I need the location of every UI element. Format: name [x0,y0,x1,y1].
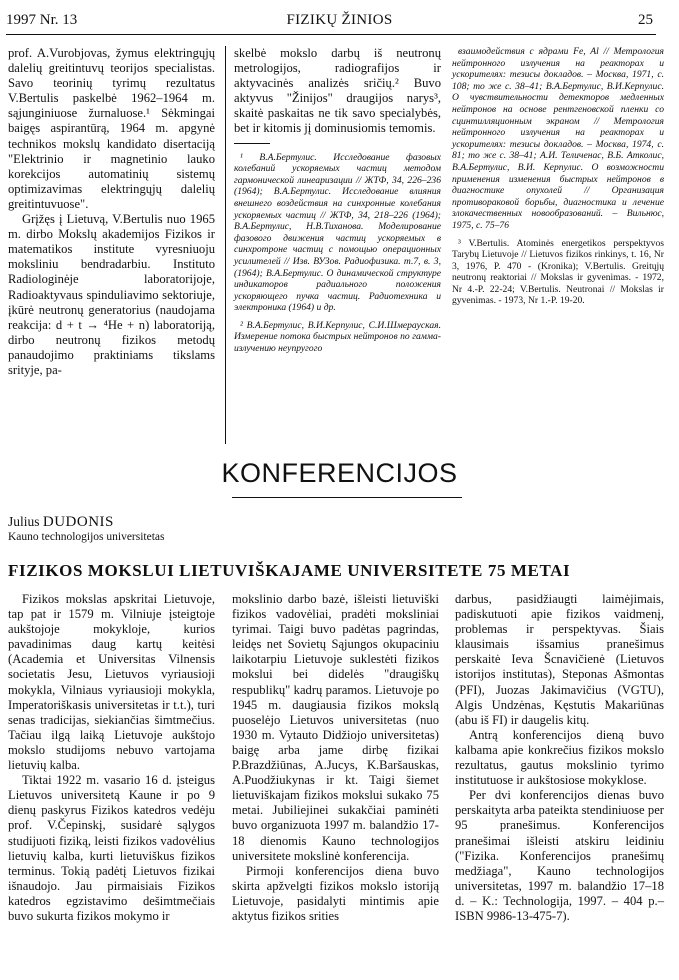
paragraph: darbus, pasidžiaugti laimėjimais, padiskutuoti apie fizikos vaidmenį, problemas ir perspektyvas. Šiais klausimais išsamius pranešimus perskaitė Ieva Šcnavičienė (Lietuvos istorijos institutas), Steponas Ašmontas (PFI), Juozas Jakimavičius (VGTU), Algis Undzėnas, Kęstutis Makariūnas (abu iš FI) ir daugelis kitų. [455,592,664,727]
footnote-2: ² В.А.Бертулис, В.И.Керпулис, С.И.Шмерауская. Измерение потока быстрых нейтронов по гамма-излучению неупругого [234,319,441,355]
author-affiliation: Kauno technologijos universitetas [8,531,165,543]
top-column-1 [8,46,215,378]
footnote-1: ¹ В.А.Бертулис. Исследование фазовых колебаний ускоряемых частиц методом гармонической линеаризации // ЖТФ, 34, 226–236 (1964); В.А.Бертулис. Исследование влияния внешнего воздействия на синхронные колебания ускоряемых частиц // ЖТФ, 34, 218–226 (1964); В.А.Бертулис, Н.В.Тиханова. Моделирование фазового движения частиц ускоряемых в синхротроне частиц с помощью операционных усилителей // Изв. ВУЗов. Радиофизика. т.7, в. 3, (1964); В.А.Бертулис. О динамической структуре индикаторов радиального положения ускоряющего пучка частиц. Радиотехника и электроника (1964) и др. [234,151,441,314]
author-family-name: DUDONIS [42,514,114,530]
paragraph: Antrą konferencijos dieną buvo kalbama apie konkrečius fizikos mokslo rezultatus, gautus mokslinio tyrimo institutuose ir aukštosiose mokyklose. [455,727,664,788]
footnote-3: ³ V.Bertulis. Atominės energetikos perspektyvos Tarybų Lietuvoje // Lietuvos fizikos rinkinys, t. 16, Nr 3, 1976, P. 470 - (Kronika); V.Bertulis. Greitųjų neutronų reaktoriai // Mokslas ir gyvenimas. - 1972, Nr 4.-P. 22-24; V.Bertulis. Neutronai // Mokslas ir gyvenimas. - 1973, Nr 1.-P. 19-20. [452,237,664,307]
section-heading-rule [232,497,462,498]
article-column-1 [8,592,215,924]
top-column-3 [452,46,664,313]
issue-number: 1997 Nr. 13 [6,12,78,28]
paragraph: prof. A.Vurobjovas, žymus elektringųjų dalelių greitintuvų teorijos specialistas. Savo teorinių tyrimų rezultatus V.Bertulis paskelbė 1962–1964 m. sąjunginiuose žurnaluose.¹ Sėkmingai baigęs aspirantūrą, 1964 m. apgynė technikos mokslų kandidato disertaciją "Elektrinio ir magnetinio lauko korekcijos automatinių sistemų optimizavimas elektringųjų dalelių greitintuvuose". [8,46,215,211]
author-given-name: Julius [8,514,40,529]
column-divider [225,46,226,444]
footnote-2-continued: взаимодействия с ядрами Fe, Al // Метрология нейтронного излучения на реакторах и ускорителях: тезисы докладов. – Москва, 1971, с. 108; то же с. 38–41; В.А.Бертулис, В.И.Керпулис. О чувствительности детекторов медленных нейтронов на основе рентгеновской пленки со сцинтилляционным экраном // Метрология нейтронного излучения на реакторах и ускорителях: тезисы докладов. – Москва, 1974, с. 81; то же с. 38–41; А.И. Теличенас, В.Б. Атколис, В.А.Бертулис, В.И. Керпулис. О возможности применения изменения быстрых нейтронов в диагностике опухолей // Организация противораковой борьбы, диагностика и лечение злокачественных новообразований. – Вильнюс, 1975, с. 75–76 [452,46,664,231]
section-heading: KONFERENCIJOS [221,458,458,488]
article-column-2 [232,592,439,924]
running-header [0,10,679,32]
paragraph: Tiktai 1922 m. vasario 16 d. įsteigus Lietuvos universitetą Kaune ir po 9 dienų paskyrus Fizikos katedros vedėju prof. V.Čepinskį, susidarė sąlygos studijuoti fiziką, leisti fizikos vadovėlius lietuvių kalba, kurti lietuviškus fizikos terminus. Tokią padėtį Lietuvos fizikai išnaudojo. Jau pirmaisiais Fizikos katedros egzistavimo dešimtmečiais buvo sukurta fizikos mokymo ir [8,773,215,923]
paragraph: Grįžęs į Lietuvą, V.Bertulis nuo 1965 m. dirbo Mokslų akademijos Fizikos ir matematikos institute vyresniuoju moksliniu bendradarbiu. Instituto Radiologinėje laboratorijoje, Radioaktyvaus spinduliavimo sektoriuje, įkūrė neutronų generatorius (naudojama reakcija: d + t → ⁴He + n) laboratoriją, dirbo neutronų fizikos metodų panaudojimo praktiniams tikslams srityje, pa- [8,212,215,377]
top-column-2 [234,46,441,361]
paragraph: mokslinio darbo bazė, išleisti lietuviški fizikos vadovėliai, pradėti moksliniai tyrimai. Taigi buvo padėtas pagrindas, leidęs net Sovietų Sąjungos okupaciniu laikotarpiu Lietuvoje suklestėti fizikos mokslui bei didelės "draugiškų respublikų" kadrų paramos. Lietuvoje po 1945 m. daugiausia fizikos mokslą puoselėjo Lietuvos universitetas (nuo 1930 m. Vytauto Didžiojo universitetas) baigę arba jame dirbę fizikai P.Brazdžiūnas, A.Jucys, K.Baršauskas, A.Puodžiukynas ir kt. Taigi šiemet lietuviškajam fizikos mokslui sukako 75 metai. Jubiliejinei sukakčiai paminėti buvo organizuota 1997 m. balandžio 17-18 dienomis Kauno technologijos universitete mokslinė konferencija. [232,592,439,863]
header-rule [6,34,656,35]
page-number: 25 [638,12,653,28]
article-title: FIZIKOS MOKSLUI LIETUVIŠKAJAME UNIVERSITETE 75 METAI [8,561,571,580]
footnote-rule [234,143,270,144]
paragraph: skelbė mokslo darbų iš neutronų metrologijos, radiografijos ir aktyvacinės analizės sričių.² Buvo aktyvus "Žinijos" draugijos narys³, skaitė paskaitas ne tik savo specialybės, bet ir kitomis jį dominusiomis temomis. [234,46,441,136]
journal-title: FIZIKŲ ŽINIOS [286,12,393,28]
paragraph: Per dvi konferencijos dienas buvo perskaityta arba pateikta stendiniuose per 95 pranešimus. Konferencijos pranešimai išleisti atskiru leidiniu ("Fizika. Konferencijos pranešimų medžiaga", Kauno technologijos universitetas, 1997 m. balandžio 17–18 d. – K.: Technologija, 1997. – 404 p.–ISBN 9986-13-475-7). [455,788,664,923]
paragraph: Fizikos mokslas apskritai Lietuvoje, tap pat ir 1579 m. Vilniuje įsteigtoje aukštojoje mokykloje, kurios pavadinimas daug kartų keitėsi (Academia et Universitas Vilnensis societatis Jesu, Lietuvos vyriausioji mokykla, Vilniaus vyriausioji mokykla, Imperatoriškasis universitetas ir t.t.), turi senas tradicijas, siekiančias šimtmečius. Tačiau ilgą laiką Lietuvoje aukštojo mokslo studijoms nebuvo vartojama lietuvių kalba. [8,592,215,773]
article-column-3 [455,592,664,924]
author-name [8,514,114,531]
paragraph: Pirmoji konferencijos diena buvo skirta apžvelgti fizikos mokslo istoriją Lietuvoje, pasidalyti mintimis apie aktytus fizikos srities [232,863,439,923]
